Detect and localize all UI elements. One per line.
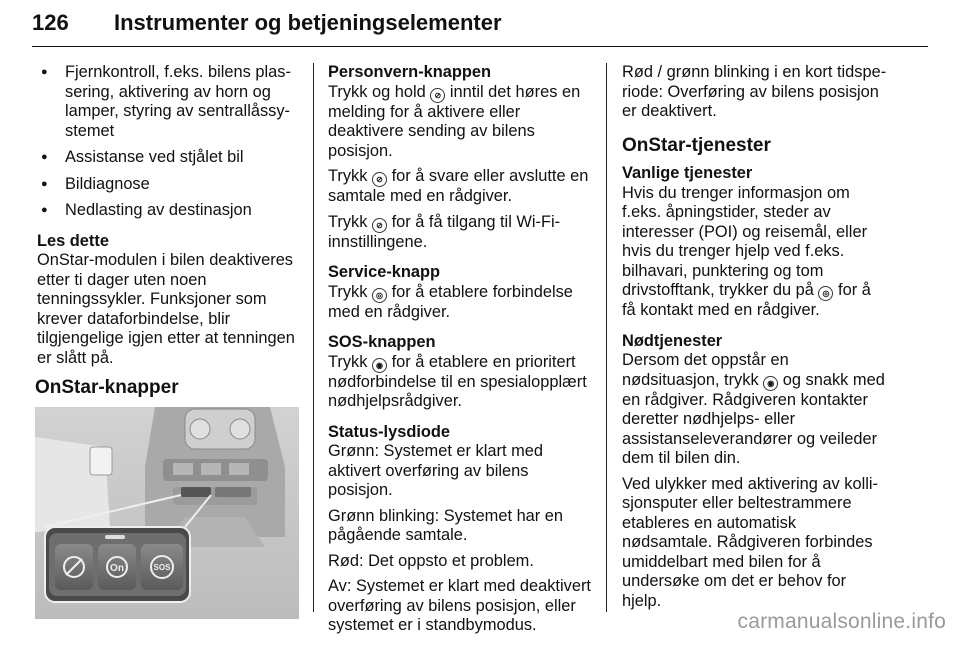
emergency-heading: Nødtjenester	[622, 331, 723, 350]
note-box	[35, 232, 299, 369]
text: for å få kontakt med en rådgiver.	[622, 281, 871, 319]
status-paragraph: Grønn blinking: Systemet har en pågående samtale.	[328, 506, 564, 544]
page-title: Instrumenter og betjeningselementer	[114, 10, 502, 35]
text: for å etablere en prioritert nødforbindelse til en spesialopplært nødhjelpsrådgiver.	[328, 352, 587, 410]
sos-button-label: SOS	[153, 562, 171, 572]
sos-button-icon: ◉	[372, 358, 387, 373]
text: Dersom det oppstår en nødsituasjon, trykk	[622, 351, 789, 389]
text: Trykk og hold	[328, 82, 426, 101]
general-services-section	[622, 164, 888, 321]
text: Hvis du trenger informasjon om f.eks. åpningstider, steder av interesser (POI) og reisemål, eller hvis du trenger hjelp ved f.eks. bilhavari, punktering og tom drivstofftank, trykker du på	[622, 183, 868, 299]
sos-section	[328, 333, 594, 412]
text: for å svare eller avslutte en samtale med en rådgiver.	[328, 167, 589, 205]
general-paragraph	[622, 184, 888, 321]
sos-heading: SOS-knappen	[328, 333, 436, 351]
service-section	[328, 263, 594, 322]
service-paragraph	[328, 283, 594, 323]
onstar-console-illustration	[35, 407, 299, 619]
status-heading: Status-lysdiode	[328, 422, 451, 441]
general-heading: Vanlige tjenester	[622, 164, 753, 182]
note-title: Les dette	[37, 231, 109, 250]
text: inntil det høres en melding for å aktivere eller deaktivere sending av bilens posisjon.	[328, 82, 581, 160]
service-heading: Service-knapp	[328, 263, 441, 281]
text: for å etablere forbindelse med en rådgiver.	[328, 282, 573, 321]
list-item: ● Nedlasting av destinasjon	[35, 201, 299, 221]
emergency-paragraph	[622, 351, 888, 469]
column-2	[328, 63, 594, 647]
privacy-section	[328, 63, 594, 252]
list-item: ● Bildiagnose	[35, 175, 299, 195]
text: Trykk	[328, 212, 368, 231]
onstar-button-icon: ◎	[372, 288, 387, 303]
page-number: 126	[32, 10, 69, 35]
status-paragraph: Rød: Det oppsto et problem.	[328, 551, 534, 570]
section-heading-onstar-buttons: OnStar-knapper	[35, 377, 179, 398]
column-1	[35, 63, 299, 619]
status-led-section	[328, 423, 594, 636]
privacy-button-icon: ⊘	[372, 218, 387, 233]
privacy-paragraph	[328, 83, 594, 162]
privacy-button-icon: ⊘	[430, 88, 445, 103]
column-divider	[606, 63, 607, 612]
sos-button-icon: ◉	[763, 376, 778, 391]
list-item: ● Fjernkontroll, f.eks. bilens plassering, aktivering av horn og lamper, styring av sentrallåssystemet	[35, 63, 299, 141]
text: Trykk	[328, 352, 368, 371]
emergency-services-section	[622, 332, 888, 612]
status-paragraph: Av: Systemet er klart med deaktivert overføring av bilens posisjon, eller systemet er i standbymodus.	[328, 577, 591, 634]
privacy-paragraph	[328, 213, 594, 253]
sos-paragraph	[328, 353, 594, 412]
feature-list	[35, 63, 299, 221]
onstar-button-icon: ◎	[818, 286, 833, 301]
section-heading-onstar-services: OnStar-tjenester	[622, 134, 771, 156]
privacy-button-icon: ⊘	[372, 172, 387, 187]
emergency-paragraph: Ved ulykker med aktivering av kollisjonsputer eller beltestrammere etableres en automatisk nødsamtale. Rådgiveren forbindes umiddelbart med bilen for å undersøke om det er behov for hjelp.	[622, 474, 878, 610]
text: for å få tilgang til Wi-Fi-innstillingene.	[328, 212, 561, 251]
list-item: ● Assistanse ved stjålet bil	[35, 148, 299, 168]
watermark: carmanualsonline.info	[737, 610, 946, 633]
column-divider	[313, 63, 314, 612]
privacy-paragraph	[328, 167, 594, 207]
text: og snakk med en rådgiver. Rådgiveren kontakter deretter nødhjelps- eller assistanseleverandører og veileder dem til bilen din.	[622, 370, 885, 467]
text: Trykk	[328, 282, 368, 301]
page-header	[32, 0, 928, 47]
status-paragraph: Grønn: Systemet er klart med aktivert overføring av bilens posisjon.	[328, 442, 543, 499]
column-3	[622, 63, 888, 622]
privacy-heading: Personvern-knappen	[328, 63, 492, 81]
on-button-label: On	[110, 562, 124, 574]
text: Trykk	[328, 167, 368, 185]
note-text: OnStar-modulen i bilen deaktiveres etter ti dager uten noen tenningssykler. Funksjoner som krever dataforbindelse, blir tilgjengelige igjen etter at tenningen er slått på.	[37, 251, 295, 367]
onstar-buttons-figure	[35, 407, 299, 619]
intro-paragraph: Rød / grønn blinking i en kort tidsperiode: Overføring av bilens posisjon er deaktivert.	[622, 63, 887, 120]
